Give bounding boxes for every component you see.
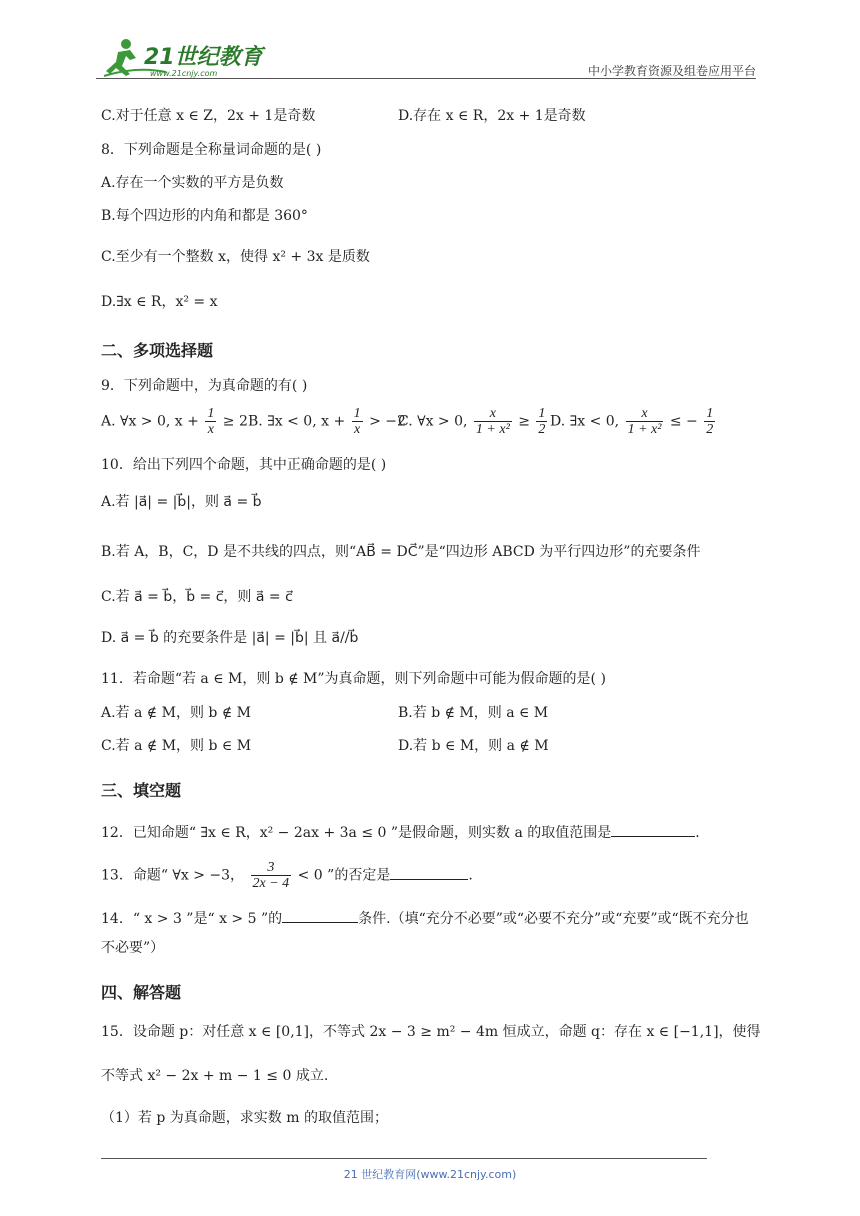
q9-b-post: > −2 — [369, 413, 406, 430]
q9-c-fraction — [474, 406, 512, 437]
q9-a-den: x — [207, 422, 214, 437]
runner-logo-icon — [96, 36, 266, 80]
q8-option-c: C.至少有一个整数 x，使得 x² + 3x 是质数 — [101, 249, 370, 265]
q9-d-den: 1 + x² — [627, 422, 662, 437]
q15-part1: （1）若 p 为真命题，求实数 m 的取值范围； — [101, 1110, 388, 1126]
q8-stem: 8．下列命题是全称量词命题的是( ) — [101, 142, 322, 158]
header-platform-text: 中小学教育资源及组卷应用平台 — [587, 64, 756, 78]
q13-mid: < 0 ”的否定是 — [297, 867, 391, 884]
q9-stem: 9．下列命题中，为真命题的有( ) — [101, 378, 308, 394]
q14-line1 — [101, 908, 749, 929]
q9-d-num2: 1 — [706, 406, 714, 421]
q8-option-d: D.∃x ∈ R，x² = x — [101, 294, 218, 310]
q15-line1: 15．设命题 p：对任意 x ∈ [0,1]，不等式 2x − 3 ≥ m² − 4m 恒成立，命题 q：存在 x ∈ [−1,1]，使得 — [101, 1024, 761, 1040]
q9-d-pre: D. ∃x < 0, — [550, 413, 620, 430]
q11-option-d: D.若 b ∈ M，则 a ∉ M — [398, 738, 549, 754]
q8-option-b: B.每个四边形的内角和都是 360° — [101, 208, 308, 224]
q15-line2: 不等式 x² − 2x + m − 1 ≤ 0 成立. — [101, 1068, 329, 1084]
q12-answer-blank[interactable] — [611, 822, 695, 837]
q9-b-fraction — [352, 406, 363, 437]
q11-option-c: C.若 a ∉ M，则 b ∈ M — [101, 738, 252, 754]
q13-answer-blank[interactable] — [390, 865, 468, 880]
q9-c-den2: 2 — [538, 422, 546, 437]
q7-option-d: D.存在 x ∈ R，2x + 1是奇数 — [398, 108, 586, 124]
q9-c-mid: ≥ — [518, 413, 530, 430]
q8-option-a: A.存在一个实数的平方是负数 — [101, 175, 284, 191]
q9-option-a — [101, 406, 248, 437]
q13-line — [101, 860, 473, 891]
q9-c-den: 1 + x² — [475, 422, 510, 437]
q10-option-a: A.若 |a⃗| = |b⃗|，则 a⃗ = b⃗ — [101, 494, 262, 510]
q13-fraction — [251, 860, 292, 891]
q12-line — [101, 822, 700, 843]
q12-end: . — [695, 825, 700, 841]
q9-d-mid: ≤ − — [669, 413, 698, 430]
q10-stem: 10．给出下列四个命题，其中正确命题的是( ) — [101, 457, 387, 473]
q14-options: 条件.（填“充分不必要”或“必要不充分”或“充要”或“既不充分也 — [358, 911, 749, 927]
q9-b-pre: B. ∃x < 0, x + — [248, 413, 346, 430]
q14-line2: 不必要”） — [101, 940, 165, 956]
q9-a-fraction — [205, 406, 216, 437]
q9-d-fraction — [626, 406, 664, 437]
section-title-fill-in: 三、填空题 — [101, 781, 182, 800]
section-title-multiple-choice: 二、多项选择题 — [101, 341, 214, 360]
q9-c-pre: C. ∀x > 0, — [398, 413, 468, 430]
q9-option-c — [398, 406, 549, 437]
q9-c-num: x — [474, 406, 512, 422]
q9-option-b — [248, 406, 406, 437]
q13-den: 2x − 4 — [252, 876, 290, 891]
q11-option-b: B.若 b ∉ M，则 a ∈ M — [398, 705, 549, 721]
q11-option-a: A.若 a ∉ M，则 b ∉ M — [101, 705, 251, 721]
q9-d-num: x — [626, 406, 664, 422]
q9-a-pre: A. ∀x > 0, x + — [101, 413, 199, 430]
q9-option-d — [550, 406, 717, 437]
q13-end: . — [468, 867, 473, 884]
q9-a-num: 1 — [207, 406, 215, 421]
q10-option-d: D. a⃗ = b⃗ 的充要条件是 |a⃗| = |b⃗| 且 a⃗//b⃗ — [101, 630, 359, 646]
logo-url: www.21cnjy.com — [150, 69, 218, 78]
q10-option-b: B.若 A，B，C，D 是不共线的四点，则“AB⃗ = DC⃗”是“四边形 ABCD 为平行四边形”的充要条件 — [101, 544, 701, 560]
q14-answer-blank[interactable] — [282, 908, 358, 923]
q11-stem: 11．若命题“若 a ∈ M，则 b ∉ M”为真命题，则下列命题中可能为假命题的是( ) — [101, 671, 606, 687]
q9-a-post: ≥ 2 — [222, 413, 248, 430]
q9-d-den2: 2 — [706, 422, 714, 437]
q9-d-fraction-2 — [704, 406, 715, 437]
footer-text[interactable]: 21 世纪教育网(www.21cnjy.com) — [343, 1168, 517, 1181]
q14-text: 14．“ x > 3 ”是“ x > 5 ”的 — [101, 911, 283, 927]
q12-text: 12．已知命题“ ∃x ∈ R，x² − 2ax + 3a ≤ 0 ”是假命题，则实数 a 的取值范围是 — [101, 825, 612, 841]
q10-option-c: C.若 a⃗ = b⃗，b⃗ = c⃗，则 a⃗ = c⃗ — [101, 589, 293, 605]
q9-c-num2: 1 — [538, 406, 546, 421]
site-logo — [96, 36, 266, 80]
header-divider — [96, 78, 756, 79]
section-title-solutions: 四、解答题 — [101, 983, 182, 1002]
logo-text: 21世纪教育 — [144, 45, 263, 70]
q9-c-fraction-2 — [536, 406, 547, 437]
q13-num: 3 — [251, 860, 292, 876]
q7-option-c: C.对于任意 x ∈ Z，2x + 1是奇数 — [101, 108, 316, 124]
footer-divider — [101, 1158, 707, 1159]
q9-b-den: x — [354, 422, 361, 437]
q9-b-num: 1 — [353, 406, 361, 421]
q13-text: 13．命题“ ∀x > −3， — [101, 867, 245, 884]
